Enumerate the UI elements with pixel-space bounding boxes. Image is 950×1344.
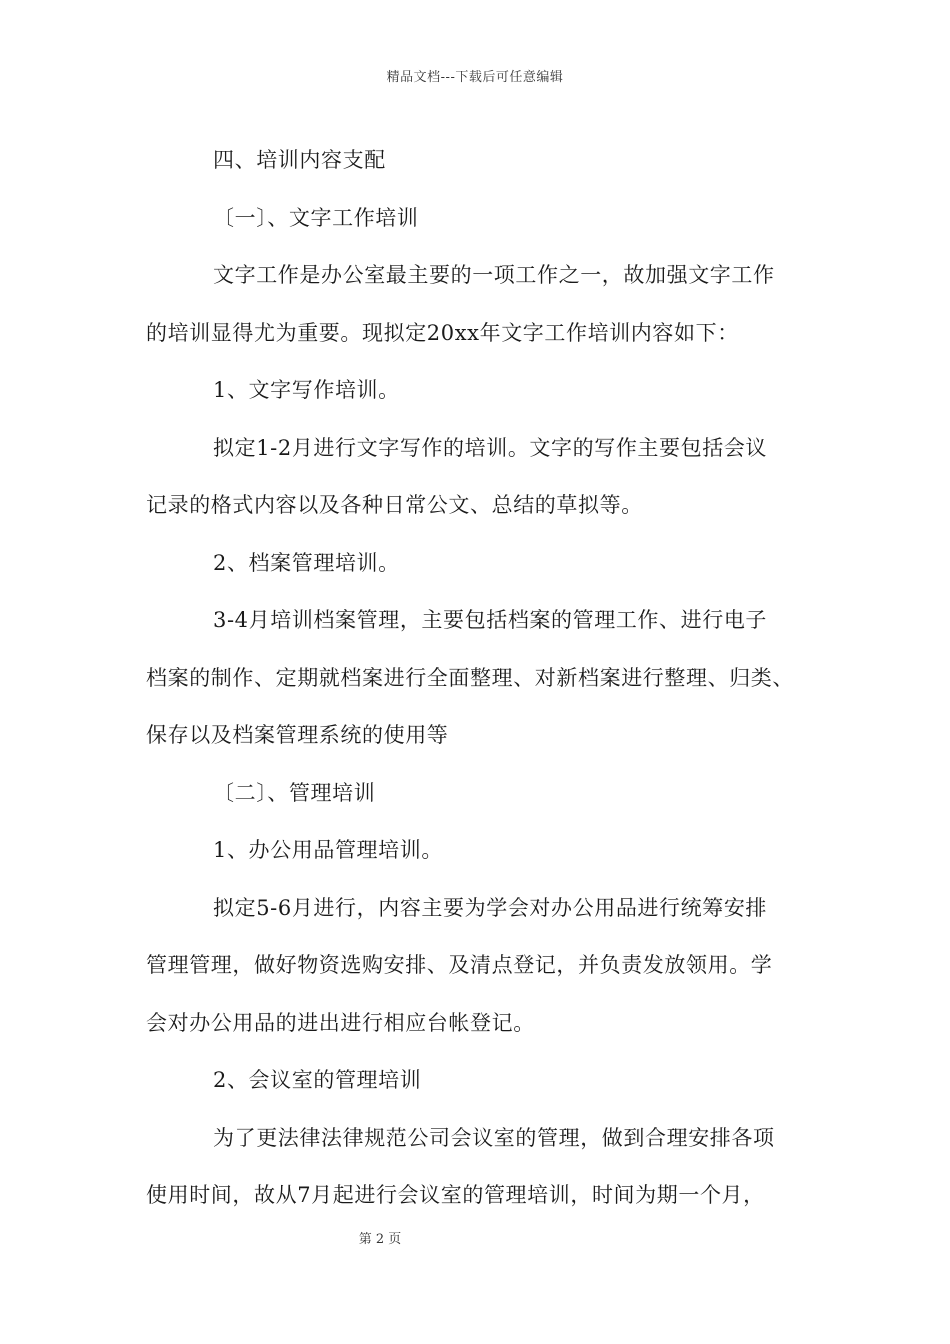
- paragraph-line: 档案的制作、定期就档案进行全面整理、对新档案进行整理、归类、: [146, 665, 794, 690]
- page-header: 精品文档---下载后可任意编辑: [386, 70, 564, 85]
- section-heading: 四、培训内容支配: [213, 148, 386, 172]
- paragraph-line: 的培训显得尤为重要。现拟定20xx年文字工作培训内容如下：: [146, 320, 739, 345]
- paragraph-line: 会对办公用品的进出进行相应台帐登记。: [146, 1010, 535, 1035]
- document-body: [146, 132, 818, 1225]
- paragraph-line: 管理管理，做好物资选购安排、及清点登记，并负责发放领用。学: [146, 953, 773, 977]
- paragraph-line: 使用时间，故从7月起进行会议室的管理培训，时间为期一个月，: [146, 1183, 765, 1207]
- paragraph-line: 拟定1-2月进行文字写作的培训。文字的写作主要包括会议: [213, 435, 768, 460]
- item-heading: 1、文字写作培训。: [213, 378, 400, 402]
- paragraph-line: 3-4月培训档案管理，主要包括档案的管理工作、进行电子: [213, 608, 768, 632]
- item-heading: 1、办公用品管理培训。: [213, 838, 443, 862]
- paragraph-line: 文字工作是办公室最主要的一项工作之一，故加强文字工作: [213, 263, 775, 287]
- paragraph-line: 记录的格式内容以及各种日常公文、总结的草拟等。: [146, 493, 643, 517]
- page-footer: 第 2 页: [358, 1232, 402, 1247]
- item-heading: 2、档案管理培训。: [213, 550, 400, 575]
- paragraph-line: 为了更法律法律规范公司会议室的管理，做到合理安排各项: [213, 1125, 775, 1150]
- paragraph-line: 保存以及档案管理系统的使用等: [146, 723, 449, 747]
- subsection-heading: 〔一〕、文字工作培训: [213, 205, 419, 230]
- item-heading: 2、会议室的管理培训: [213, 1068, 422, 1092]
- paragraph-line: 拟定5-6月进行，内容主要为学会对办公用品进行统筹安排: [213, 895, 768, 920]
- subsection-heading: 〔二〕、管理培训: [213, 780, 376, 805]
